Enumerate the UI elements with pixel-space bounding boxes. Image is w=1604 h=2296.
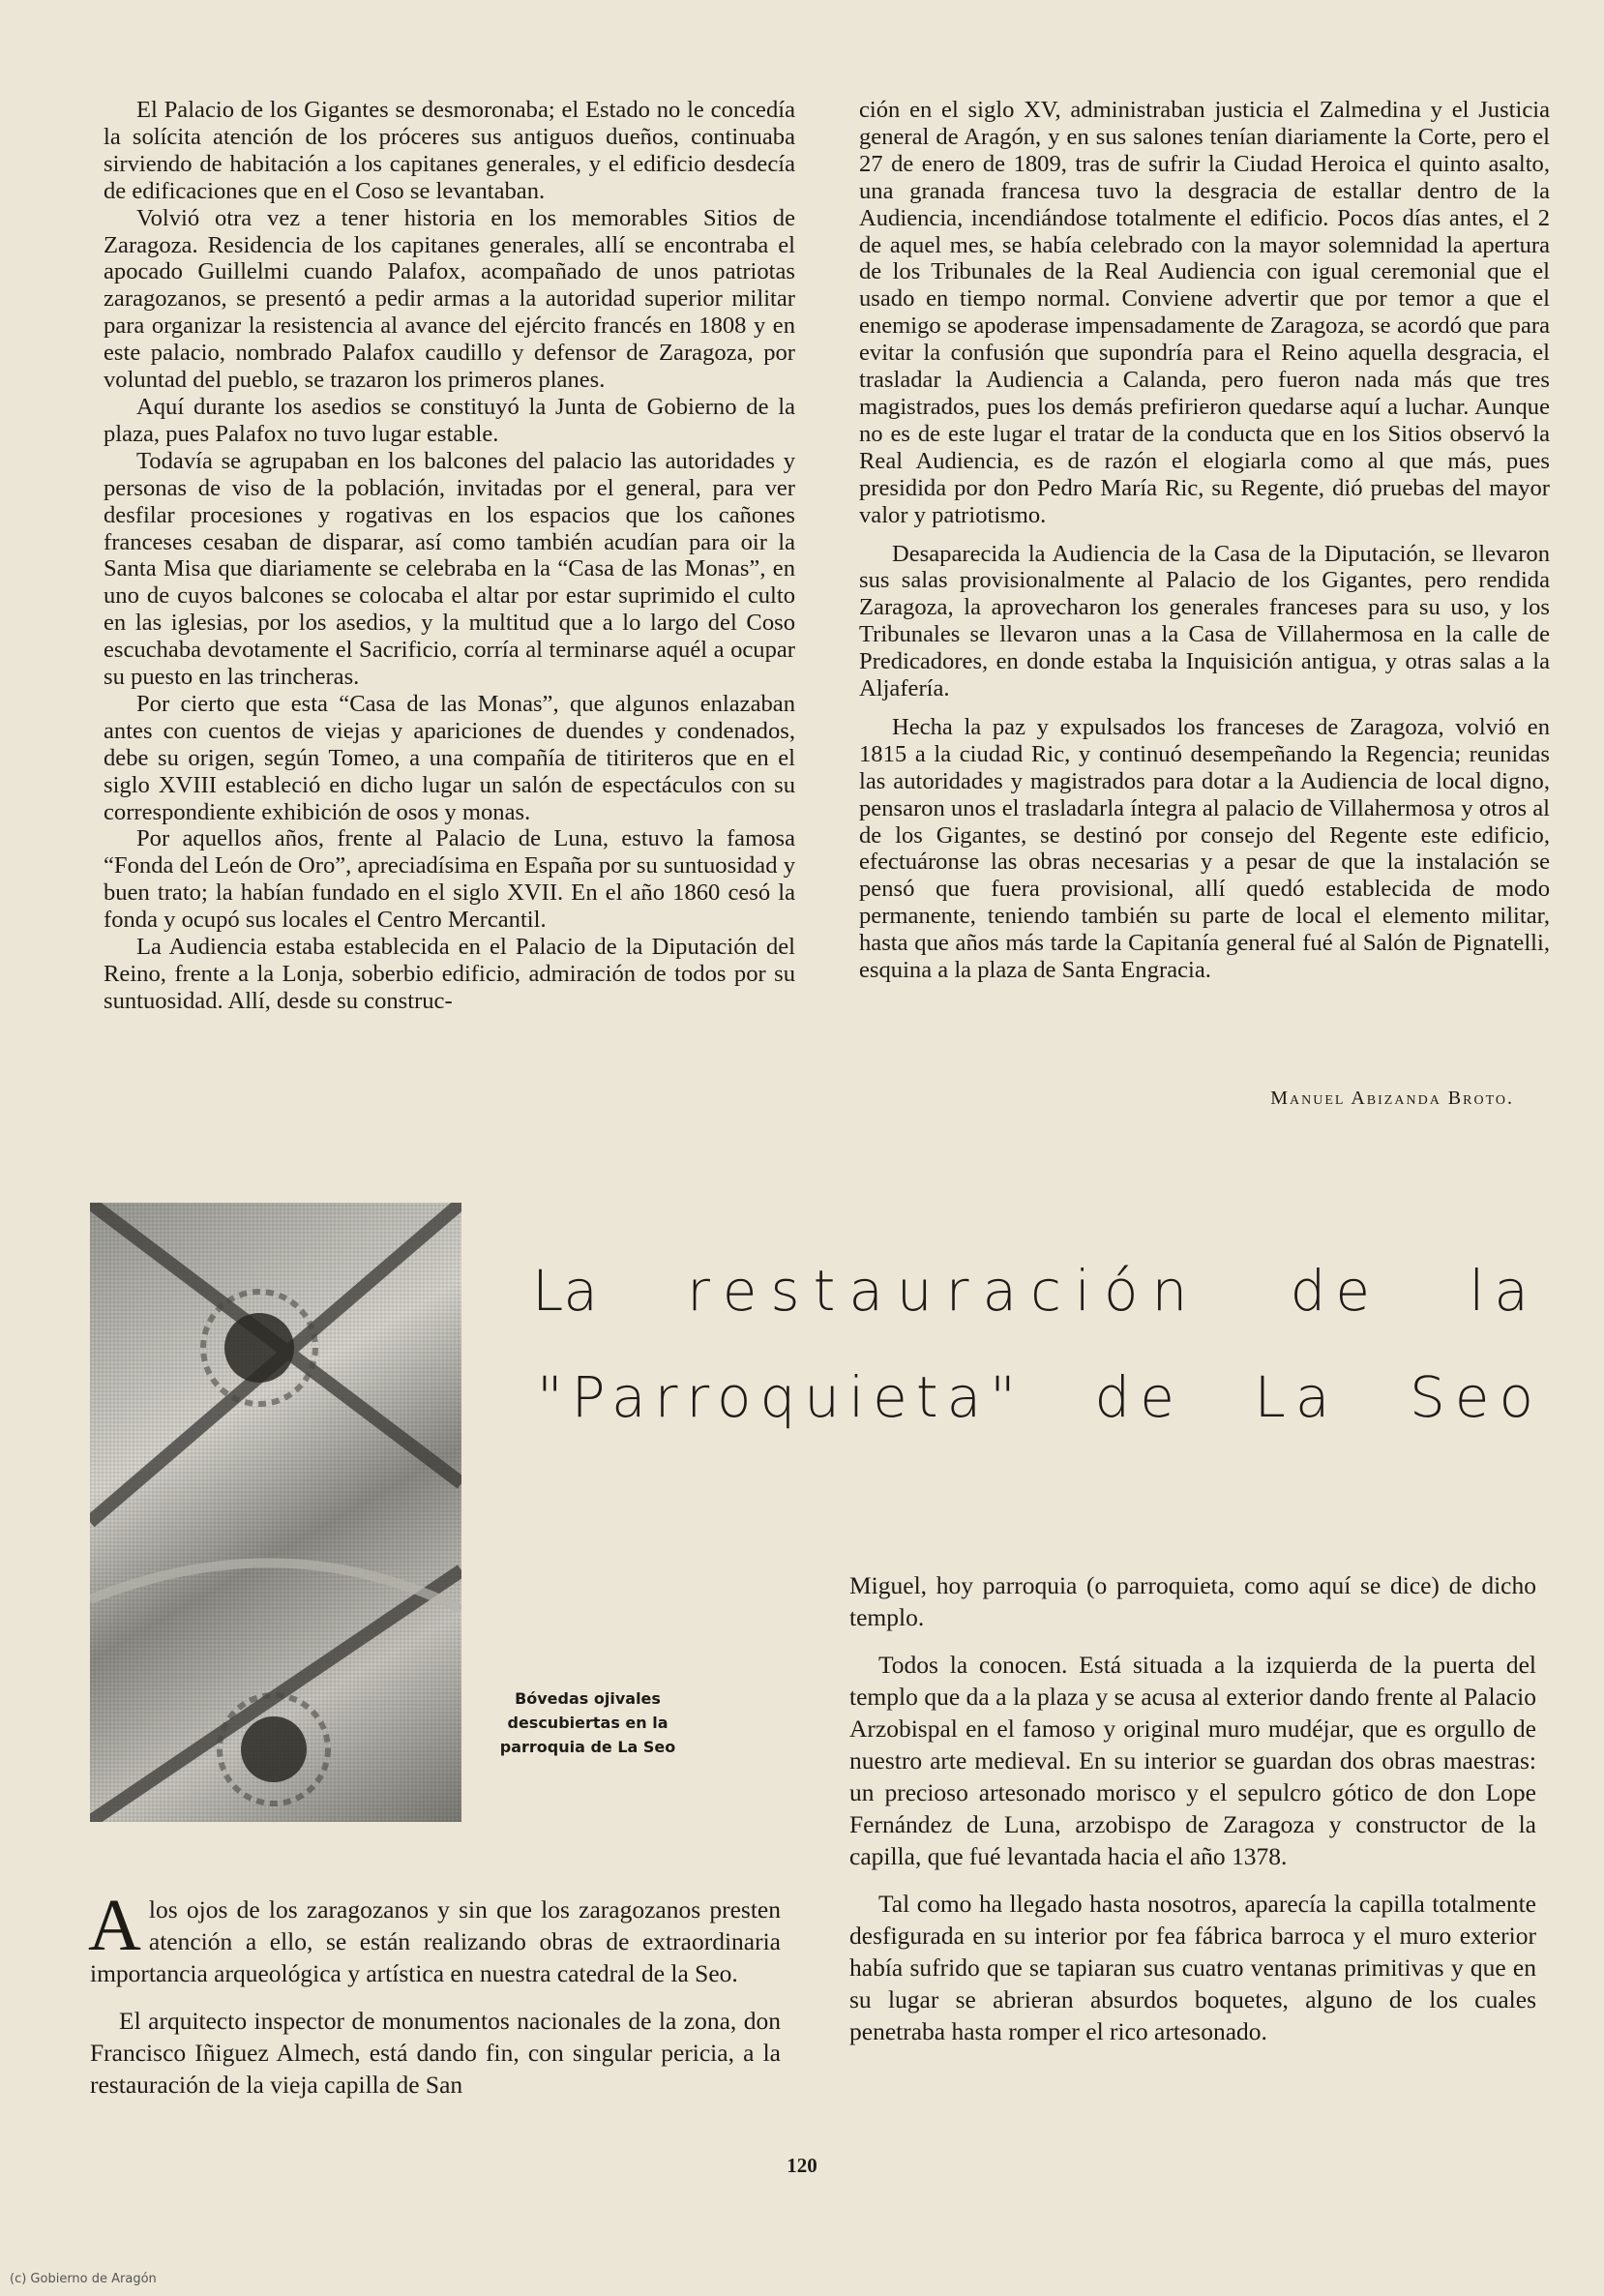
vault-ribs-illustration xyxy=(90,1203,461,1822)
headline-word: Seo xyxy=(1409,1364,1543,1430)
headline-word: La xyxy=(1254,1364,1340,1430)
paragraph: Todavía se agrupaban en los balcones del palacio las autoridades y personas de viso de la población, invitadas por el general, para ver desfilar procesiones y rogativas en los espacios que los cañones franceses cesaban de disparar, así como también acudían para oir la Santa Misa que diariamente se celebraba en la “Casa de las Monas”, en uno de cuyos balcones se colocaba el altar por estar suprimido el culto en las iglesias, por los asedios, y la multitud que a lo largo del Coso escuchaba devotamente el Sacrificio, corría al terminarse aquél a ocupar su puesto en las trincheras. xyxy=(104,447,795,691)
article-column-left-bottom xyxy=(88,1885,781,2101)
headline-line-1 xyxy=(532,1258,1538,1324)
paragraph: Por cierto que esta “Casa de las Monas”, que algunos enlazaban antes con cuentos de viejas y apariciones de duendes y condenados, debe su origen, según Tomeo, a una compañía de titiriteros que en el siglo XVIII estableció en dicho lugar un salón de espectáculos con su correspondiente exhibición de osos y monas. xyxy=(104,690,795,825)
headline-line-2 xyxy=(537,1364,1543,1430)
paragraph: El arquitecto inspector de monumentos nacionales de la zona, don Francisco Iñiguez Almech, está dando fin, con singular pericia, a la restauración de la vieja capilla de San xyxy=(90,2007,781,2099)
paragraph: Desaparecida la Audiencia de la Casa de la Diputación, se llevaron sus salas provisionalmente al Palacio de los Gigantes, pero rendida Zaragoza, la aprovecharon los generales franceses para su uso, y los Tribunales se llevaron unas a la Casa de Villahermosa en la calle de Predicadores, en donde estaba la Inquisición antigua, y otras salas a la Aljafería. xyxy=(859,540,1550,702)
headline-word: de xyxy=(1094,1364,1184,1430)
paragraph: Hecha la paz y expulsados los franceses de Zaragoza, volvió en 1815 a la ciudad Ric, y continuó desempeñando la Regencia; reunidas las autoridades y magistrados para dotar a la Audiencia de local digno, pensaron unos el trasladarla íntegra al palacio de Villahermosa y otros al de los Gigantes, se destinó por consejo del Regente este edificio, efectuáronse las obras necesarias y a pesar de que la instalación se pensó que fuera provisional, allí quedó establecida de modo permanente, teniendo también su parte de local el elemento militar, hasta que años más tarde la Capitanía general fué al Salón de Pignatelli, esquina a la plaza de Santa Engracia. xyxy=(859,713,1550,984)
paragraph: Por aquellos años, frente al Palacio de Luna, estuvo la famosa “Fonda del León de Oro”, apreciadísima en España por su suntuosidad y buen trato; la habían fundado en el siglo XVII. En el año 1860 cesó la fonda y ocupó sus locales el Centro Mercantil. xyxy=(104,825,795,934)
vault-photo xyxy=(90,1203,461,1822)
article-column-right-bottom xyxy=(849,1569,1536,2047)
drop-cap: A xyxy=(88,1885,141,1966)
headline-word: restauración xyxy=(687,1258,1202,1324)
lead-text: los ojos de los zaragozanos y sin que los zaragozanos presten atención a ello, se están realizando obras de extraordinaria importancia arqueológica y artística en nuestra catedral de la Seo. xyxy=(90,1895,781,1987)
paragraph: Aquí durante los asedios se constituyó la Junta de Gobierno de la plaza, pues Palafox no tuvo lugar estable. xyxy=(104,393,795,447)
paragraph: Miguel, hoy parroquia (o parroquieta, como aquí se dice) de dicho templo. xyxy=(849,1571,1536,1631)
headline-word: La xyxy=(532,1258,598,1324)
headline-word: la xyxy=(1469,1258,1538,1324)
paragraph: Volvió otra vez a tener historia en los memorables Sitios de Zaragoza. Residencia de los capitanes generales, allí se encontraba el apocado Guillelmi cuando Palafox, acompañado de unos patriotas zaragozanos, se presentó a pedir armas a la autoridad superior militar para organizar la resistencia al avance del ejército francés en 1808 y en este palacio, nombrado Palafox caudillo y defensor de Zaragoza, por voluntad del pueblo, se trazaron los primeros planes. xyxy=(104,204,795,394)
lead-paragraph xyxy=(88,1885,781,1989)
paragraph: La Audiencia estaba establecida en el Palacio de la Diputación del Reino, frente a la Lonja, soberbio edificio, admiración de todos por su suntuosidad. Allí, desde su construc- xyxy=(104,934,795,1014)
headline-word: de xyxy=(1290,1258,1381,1324)
copyright-notice: (c) Gobierno de Aragón xyxy=(10,2272,157,2286)
photo-caption: Bóvedas ojivales descubiertas en la parroquia de La Seo xyxy=(499,1689,676,1756)
author-signature: Manuel Abizanda Broto. xyxy=(1270,1088,1514,1109)
paragraph: El Palacio de los Gigantes se desmoronaba; el Estado no le concedía la solícita atención de los próceres sus antiguos dueños, continuaba sirviendo de habitación a los capitanes generales, y el edificio desdecía de edificaciones que en el Coso se levantaban. xyxy=(104,97,795,204)
article-column-right-top xyxy=(859,97,1550,984)
paragraph: ción en el siglo XV, administraban justicia el Zalmedina y el Justicia general de Aragón, y en sus salones tenían diariamente la Corte, pero el 27 de enero de 1809, tras de sufrir la Ciudad Heroica el quinto asalto, una granada francesa tuvo la desgracia de estallar dentro de la Audiencia, incendiándose totalmente el edificio. Pocos días antes, el 2 de aquel mes, se había celebrado con la mayor solemnidad la apertura de los Tribunales de la Real Audiencia con igual ceremonial que el usado en tiempo normal. Conviene advertir que por temor a que el enemigo se apoderase impensadamente de Zaragoza, se acordó que para evitar la confusión que supondría para el Reino aquella desgracia, el trasladar la Audiencia a Calanda, pero fueron nada más que tres magistrados, pues los demás prefirieron quedarse aquí a luchar. Aunque no es de este lugar el tratar de la conducta que en los Sitios observó la Real Audiencia, es de razón el elogiarla como al que más, pues presidida por don Pedro María Ric, su Regente, dió pruebas del mayor valor y patriotismo. xyxy=(859,97,1550,528)
headline-word: "Parroquieta" xyxy=(537,1364,1025,1430)
paragraph: Tal como ha llegado hasta nosotros, aparecía la capilla totalmente desfigurada en su interior por fea fábrica barroca y el muro exterior había sufrido que se tapiaran sus cuatro ventanas primitivas y que en su lugar se abrieran absurdos boquetes, alguno de los cuales penetraba hasta romper el rico artesonado. xyxy=(849,1890,1536,2045)
page-number: 120 xyxy=(787,2154,817,2177)
article-column-left-top xyxy=(104,97,795,1015)
paragraph: Todos la conocen. Está situada a la izquierda de la puerta del templo que da a la plaza y se acusa al exterior dando frente al Palacio Arzobispal en el famoso y original muro mudéjar, que es orgullo de nuestro arte medieval. En su interior se guardan dos obras maestras: un precioso artesonado morisco y el sepulcro gótico de don Lope Fernández de Luna, arzobispo de Zaragoza y constructor de la capilla, que fué levantada hacia el año 1378. xyxy=(849,1651,1536,1870)
